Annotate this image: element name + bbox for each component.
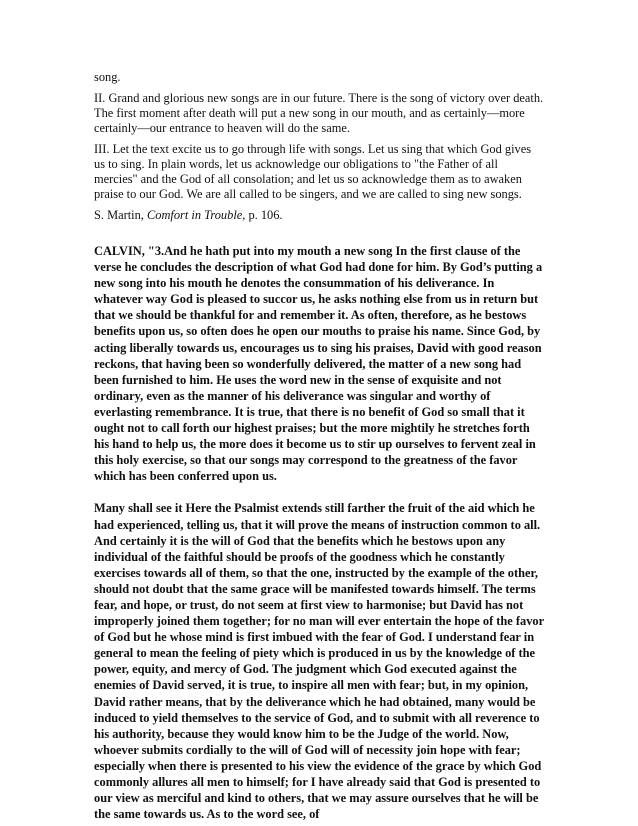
citation-author: S. Martin, — [94, 208, 148, 222]
paragraph-section-three: III. Let the text excite us to go through life with songs. Let us sing that which God gives us to sing. In plain words, let us acknowledge our obligations to "the Father of all mercies" and the God of all consolation; and let us so acknowledge them as to awaken praise to our God. We are all called to be singers, and we are called to sing new songs. — [94, 142, 532, 201]
calvin-paragraph-two: Many shall see it Here the Psalmist extends still farther the fruit of the aid which he had experienced, telling us, that it will prove the means of instruction common to all. And certainly it is the will of God that the benefits which he bestows upon any individual of the faithful should be proofs of the goodness which he constantly exercises towards all of them, so that the one, instructed by the example of the other, should not doubt that the same grace will be manifested towards himself. The terms fear, and hope, or trust, do not seem at first view to harmonise; but David has not improperly joined them together; for no man will ever entertain the hope of the favor of God but he whose mind is first imbued with the fear of God. I understand fear in general to mean the feeling of piety which is produced in us by the knowledge of the power, equity, and mercy of God. The judgment which God executed against the enemies of David served, it is true, to inspire all men with fear; but, in my opinion, David rather means, that by the deliverance which he had obtained, many would be induced to yield themselves to the service of God, and to submit with all reverence to his authority, because they would know him to be the Judge of the world. Now, whoever submits cordially to the will of God will of necessity join hope with fear; especially when there is presented to his view the evidence of the grace by which God commonly allures all men to himself; for I have already said that God is presented to our view as merciful and kind to others, that we may assure ourselves that he will be the same towards us. As to the word see, of — [94, 501, 544, 822]
calvin-paragraph-one: CALVIN, "3.And he hath put into my mouth a new song In the first clause of the verse he concludes the description of what God had done for him. By God’s putting a new song into his mouth he denotes the consummation of his deliverance. In whatever way God is pleased to succor us, he asks nothing else from us in return but that we should be thankful for and remember it. As often, therefore, as he bestows benefits upon us, so often does he open our mouths to praise his name. Since God, by acting liberally towards us, encourages us to sing his praises, David with good reason reckons, that having been so wonderfully delivered, the matter of a new song had been furnished to him. He uses the word new in the sense of exquisite and not ordinary, even as the manner of his deliverance was singular and worthy of everlasting remembrance. It is true, that there is no benefit of God so small that it ought not to call forth our highest praises; but the more mightily he stretches forth his hand to help us, the more does it become us to stir up ourselves to fervent zeal in this holy exercise, so that our songs may correspond to the greatness of the favor which has been conferred upon us. — [94, 244, 543, 484]
citation-title: Comfort in Trouble, — [147, 208, 246, 222]
paragraph-section-two: II. Grand and glorious new songs are in our future. There is the song of victory over death. The first moment after death will put a new song in our mouth, and as certainly—more certainly—our entrance to heaven will do the same. — [94, 91, 544, 135]
document-page — [94, 70, 544, 822]
paragraph-song: song. — [94, 70, 121, 84]
citation-page: p. 106. — [245, 208, 283, 222]
citation — [94, 208, 544, 223]
